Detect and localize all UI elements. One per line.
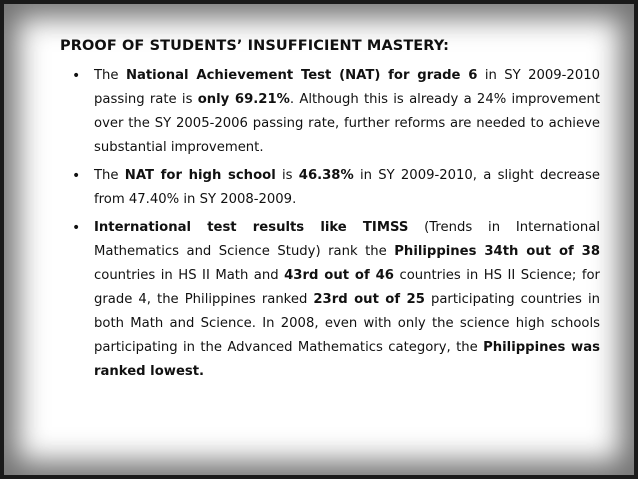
bullet-list bbox=[60, 64, 600, 384]
bullet-icon: • bbox=[72, 168, 81, 184]
bullet-item: • The NAT for high school is 46.38% in SY 2009-2010, a slight decrease from 47.40% in SY 2008-2009. bbox=[60, 164, 600, 212]
bullet-item: • The National Achievement Test (NAT) for grade 6 in SY 2009-2010 passing rate is only 69.21%. Although this is already a 24% improvement over the SY 2005-2006 passing rate, further reforms are needed to achieve substantial improvement. bbox=[60, 64, 600, 160]
bullet-icon: • bbox=[72, 220, 81, 236]
bullet-item: • International test results like TIMSS (Trends in International Mathematics and Science Study) rank the Philippines 34th out of 38 countries in HS II Math and 43rd out of 46 countries in HS II Science; for grade 4, the Philippines ranked 23rd out of 25 participating countries in both Math and Science. In 2008, even with only the science high schools participating in the Advanced Mathematics category, the Philippines was ranked lowest. bbox=[60, 216, 600, 384]
bullet-icon: • bbox=[72, 68, 81, 84]
slide-content bbox=[60, 38, 600, 388]
slide-title: PROOF OF STUDENTS’ INSUFFICIENT MASTERY: bbox=[60, 38, 450, 54]
